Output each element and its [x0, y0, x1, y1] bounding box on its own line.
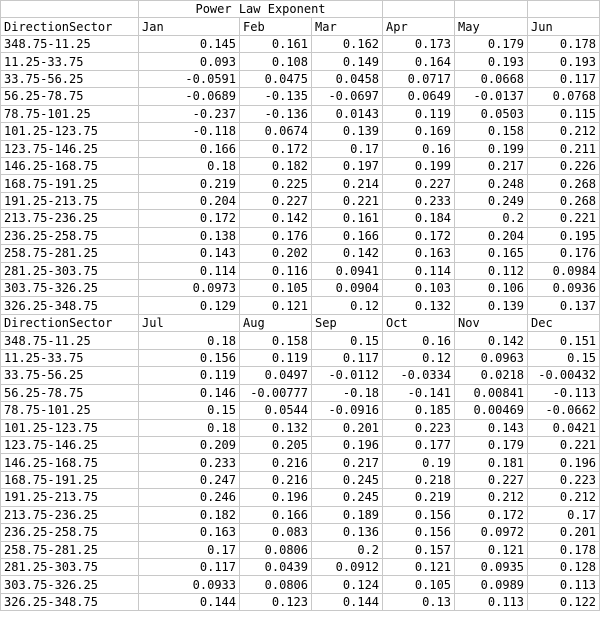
exponent-value-cell[interactable]: 0.214: [312, 175, 383, 192]
exponent-value-cell[interactable]: 0.158: [240, 332, 312, 349]
exponent-value-cell[interactable]: 0.121: [455, 541, 528, 558]
exponent-value-cell[interactable]: 0.0649: [383, 88, 455, 105]
exponent-value-cell[interactable]: 0.116: [240, 262, 312, 279]
exponent-value-cell[interactable]: 0.193: [455, 53, 528, 70]
exponent-value-cell[interactable]: 0.221: [528, 210, 600, 227]
direction-sector-cell[interactable]: 168.75-191.25: [1, 175, 139, 192]
table-row: [1, 70, 600, 87]
exponent-value-cell[interactable]: 0.216: [240, 454, 312, 471]
exponent-value-cell[interactable]: 0.161: [312, 210, 383, 227]
exponent-value-cell[interactable]: -0.135: [240, 88, 312, 105]
direction-sector-cell[interactable]: 348.75-11.25: [1, 332, 139, 349]
title-row: [1, 1, 600, 18]
exponent-value-cell[interactable]: 0.0475: [240, 70, 312, 87]
exponent-value-cell[interactable]: 0.139: [455, 297, 528, 314]
exponent-value-cell[interactable]: 0.122: [528, 593, 600, 610]
exponent-value-cell[interactable]: 0.166: [312, 227, 383, 244]
exponent-value-cell[interactable]: -0.0697: [312, 88, 383, 105]
table-row: [1, 436, 600, 453]
exponent-value-cell[interactable]: 0.172: [383, 227, 455, 244]
exponent-value-cell[interactable]: 0.219: [139, 175, 240, 192]
exponent-value-cell[interactable]: 0.212: [528, 489, 600, 506]
exponent-value-cell[interactable]: 0.219: [383, 489, 455, 506]
exponent-value-cell[interactable]: 0.142: [455, 332, 528, 349]
exponent-value-cell[interactable]: 0.132: [240, 419, 312, 436]
exponent-value-cell[interactable]: 0.13: [383, 593, 455, 610]
exponent-value-cell[interactable]: 0.093: [139, 53, 240, 70]
exponent-value-cell[interactable]: 0.113: [455, 593, 528, 610]
exponent-value-cell[interactable]: 0.227: [455, 471, 528, 488]
exponent-value-cell[interactable]: 0.0218: [455, 367, 528, 384]
exponent-value-cell[interactable]: 0.268: [528, 175, 600, 192]
exponent-value-cell[interactable]: 0.169: [383, 123, 455, 140]
table-row: [1, 349, 600, 366]
exponent-value-cell[interactable]: 0.144: [139, 593, 240, 610]
direction-sector-cell[interactable]: 326.25-348.75: [1, 297, 139, 314]
direction-sector-cell[interactable]: 236.25-258.75: [1, 227, 139, 244]
table-title[interactable]: Power Law Exponent: [139, 1, 383, 18]
direction-sector-cell[interactable]: 56.25-78.75: [1, 384, 139, 401]
exponent-value-cell[interactable]: 0.249: [455, 192, 528, 209]
month-header-cell[interactable]: Jul: [139, 314, 240, 331]
exponent-value-cell[interactable]: -0.00432: [528, 367, 600, 384]
direction-sector-cell[interactable]: 56.25-78.75: [1, 88, 139, 105]
exponent-value-cell[interactable]: 0.179: [455, 436, 528, 453]
exponent-value-cell[interactable]: 0.17: [312, 140, 383, 157]
exponent-value-cell[interactable]: 0.172: [240, 140, 312, 157]
month-header-cell[interactable]: Dec: [528, 314, 600, 331]
exponent-value-cell[interactable]: 0.132: [383, 297, 455, 314]
exponent-value-cell[interactable]: 0.117: [139, 559, 240, 576]
month-header-cell[interactable]: Oct: [383, 314, 455, 331]
direction-sector-cell[interactable]: 213.75-236.25: [1, 210, 139, 227]
title-blank-cell[interactable]: [455, 1, 528, 18]
exponent-value-cell[interactable]: 0.196: [312, 436, 383, 453]
direction-sector-cell[interactable]: 303.75-326.25: [1, 280, 139, 297]
direction-sector-cell[interactable]: 78.75-101.25: [1, 105, 139, 122]
table-row: [1, 367, 600, 384]
exponent-value-cell[interactable]: 0.16: [383, 332, 455, 349]
exponent-value-cell[interactable]: 0.119: [240, 349, 312, 366]
exponent-value-cell[interactable]: 0.202: [240, 245, 312, 262]
title-blank-cell[interactable]: [528, 1, 600, 18]
exponent-value-cell[interactable]: 0.205: [240, 436, 312, 453]
exponent-value-cell[interactable]: 0.2: [455, 210, 528, 227]
exponent-value-cell[interactable]: 0.163: [139, 524, 240, 541]
month-header-cell[interactable]: Mar: [312, 18, 383, 35]
table-row: [1, 105, 600, 122]
exponent-value-cell[interactable]: 0.185: [383, 402, 455, 419]
exponent-value-cell[interactable]: 0.172: [455, 506, 528, 523]
exponent-value-cell[interactable]: 0.0941: [312, 262, 383, 279]
exponent-value-cell[interactable]: 0.161: [240, 35, 312, 52]
exponent-value-cell[interactable]: 0.137: [528, 297, 600, 314]
month-header-row: [1, 18, 600, 35]
exponent-value-cell[interactable]: 0.209: [139, 436, 240, 453]
exponent-value-cell[interactable]: 0.156: [383, 524, 455, 541]
exponent-value-cell[interactable]: 0.212: [528, 123, 600, 140]
table-row: [1, 489, 600, 506]
month-header-cell[interactable]: May: [455, 18, 528, 35]
table-row: [1, 402, 600, 419]
direction-sector-cell[interactable]: 101.25-123.75: [1, 123, 139, 140]
exponent-value-cell[interactable]: 0.189: [312, 506, 383, 523]
exponent-value-cell[interactable]: 0.157: [383, 541, 455, 558]
exponent-value-cell[interactable]: 0.246: [139, 489, 240, 506]
exponent-value-cell[interactable]: 0.162: [312, 35, 383, 52]
exponent-value-cell[interactable]: 0.248: [455, 175, 528, 192]
direction-sector-cell[interactable]: 326.25-348.75: [1, 593, 139, 610]
exponent-value-cell[interactable]: 0.119: [139, 367, 240, 384]
direction-sector-cell[interactable]: 236.25-258.75: [1, 524, 139, 541]
table-row: [1, 53, 600, 70]
exponent-value-cell[interactable]: 0.117: [312, 349, 383, 366]
exponent-value-cell[interactable]: 0.112: [455, 262, 528, 279]
exponent-value-cell[interactable]: 0.12: [312, 297, 383, 314]
exponent-value-cell[interactable]: 0.119: [383, 105, 455, 122]
exponent-value-cell[interactable]: 0.105: [240, 280, 312, 297]
exponent-value-cell[interactable]: 0.227: [240, 192, 312, 209]
direction-sector-cell[interactable]: 11.25-33.75: [1, 53, 139, 70]
month-header-row: [1, 314, 600, 331]
exponent-value-cell[interactable]: 0.0973: [139, 280, 240, 297]
exponent-value-cell[interactable]: 0.151: [528, 332, 600, 349]
table-row: [1, 157, 600, 174]
direction-sector-cell[interactable]: 11.25-33.75: [1, 349, 139, 366]
exponent-value-cell[interactable]: 0.0143: [312, 105, 383, 122]
exponent-value-cell[interactable]: -0.0689: [139, 88, 240, 105]
table-body: [1, 1, 600, 611]
exponent-value-cell[interactable]: 0.149: [312, 53, 383, 70]
table-row: [1, 175, 600, 192]
table-row: [1, 576, 600, 593]
month-header-cell[interactable]: Aug: [240, 314, 312, 331]
exponent-value-cell[interactable]: 0.196: [528, 454, 600, 471]
exponent-value-cell[interactable]: 0.12: [383, 349, 455, 366]
exponent-value-cell[interactable]: 0.204: [139, 192, 240, 209]
direction-sector-cell[interactable]: 33.75-56.25: [1, 70, 139, 87]
exponent-value-cell[interactable]: 0.245: [312, 471, 383, 488]
exponent-value-cell[interactable]: 0.0984: [528, 262, 600, 279]
exponent-value-cell[interactable]: -0.0112: [312, 367, 383, 384]
exponent-value-cell[interactable]: 0.199: [383, 157, 455, 174]
exponent-value-cell[interactable]: -0.0591: [139, 70, 240, 87]
exponent-value-cell[interactable]: 0.218: [383, 471, 455, 488]
exponent-value-cell[interactable]: -0.0137: [455, 88, 528, 105]
exponent-value-cell[interactable]: 0.144: [312, 593, 383, 610]
exponent-value-cell[interactable]: 0.117: [528, 70, 600, 87]
exponent-value-cell[interactable]: 0.121: [240, 297, 312, 314]
exponent-value-cell[interactable]: 0.0963: [455, 349, 528, 366]
exponent-value-cell[interactable]: 0.19: [383, 454, 455, 471]
exponent-value-cell[interactable]: 0.143: [139, 245, 240, 262]
direction-sector-cell[interactable]: 123.75-146.25: [1, 140, 139, 157]
exponent-value-cell[interactable]: 0.156: [383, 506, 455, 523]
exponent-value-cell[interactable]: 0.083: [240, 524, 312, 541]
title-spacer-cell[interactable]: [1, 1, 139, 18]
exponent-value-cell[interactable]: 0.0421: [528, 419, 600, 436]
exponent-value-cell[interactable]: 0.138: [139, 227, 240, 244]
exponent-value-cell[interactable]: -0.0916: [312, 402, 383, 419]
exponent-value-cell[interactable]: 0.225: [240, 175, 312, 192]
exponent-value-cell[interactable]: 0.113: [528, 576, 600, 593]
table-row: [1, 593, 600, 610]
direction-sector-header[interactable]: DirectionSector: [1, 18, 139, 35]
exponent-value-cell[interactable]: 0.182: [139, 506, 240, 523]
exponent-value-cell[interactable]: 0.226: [528, 157, 600, 174]
exponent-value-cell[interactable]: 0.158: [455, 123, 528, 140]
direction-sector-cell[interactable]: 258.75-281.25: [1, 245, 139, 262]
exponent-value-cell[interactable]: 0.0936: [528, 280, 600, 297]
title-blank-cell[interactable]: [383, 1, 455, 18]
table-row: [1, 210, 600, 227]
direction-sector-cell[interactable]: 348.75-11.25: [1, 35, 139, 52]
exponent-value-cell[interactable]: 0.245: [312, 489, 383, 506]
exponent-value-cell[interactable]: 0.15: [528, 349, 600, 366]
exponent-value-cell[interactable]: -0.18: [312, 384, 383, 401]
exponent-value-cell[interactable]: 0.124: [312, 576, 383, 593]
table-row: [1, 541, 600, 558]
exponent-value-cell[interactable]: 0.233: [139, 454, 240, 471]
table-row: [1, 297, 600, 314]
table-row: [1, 192, 600, 209]
table-row: [1, 454, 600, 471]
direction-sector-cell[interactable]: 303.75-326.25: [1, 576, 139, 593]
exponent-value-cell[interactable]: -0.113: [528, 384, 600, 401]
table-row: [1, 245, 600, 262]
direction-sector-cell[interactable]: 213.75-236.25: [1, 506, 139, 523]
exponent-value-cell[interactable]: 0.217: [312, 454, 383, 471]
table-row: [1, 419, 600, 436]
exponent-value-cell[interactable]: 0.139: [312, 123, 383, 140]
exponent-value-cell[interactable]: 0.176: [240, 227, 312, 244]
exponent-value-cell[interactable]: 0.172: [139, 210, 240, 227]
direction-sector-cell[interactable]: 78.75-101.25: [1, 402, 139, 419]
exponent-value-cell[interactable]: 0.166: [240, 506, 312, 523]
exponent-value-cell[interactable]: 0.247: [139, 471, 240, 488]
exponent-value-cell[interactable]: 0.227: [383, 175, 455, 192]
table-row: [1, 332, 600, 349]
exponent-value-cell[interactable]: 0.17: [528, 506, 600, 523]
exponent-value-cell[interactable]: 0.268: [528, 192, 600, 209]
table-row: [1, 262, 600, 279]
month-header-cell[interactable]: Apr: [383, 18, 455, 35]
direction-sector-cell[interactable]: 123.75-146.25: [1, 436, 139, 453]
exponent-value-cell[interactable]: 0.18: [139, 419, 240, 436]
table-row: [1, 88, 600, 105]
table-row: [1, 140, 600, 157]
exponent-value-cell[interactable]: 0.173: [383, 35, 455, 52]
exponent-value-cell[interactable]: 0.196: [240, 489, 312, 506]
exponent-value-cell[interactable]: 0.0668: [455, 70, 528, 87]
exponent-value-cell[interactable]: 0.178: [528, 541, 600, 558]
exponent-value-cell[interactable]: 0.233: [383, 192, 455, 209]
table-row: [1, 506, 600, 523]
exponent-value-cell[interactable]: 0.181: [455, 454, 528, 471]
exponent-value-cell[interactable]: -0.118: [139, 123, 240, 140]
exponent-value-cell[interactable]: -0.237: [139, 105, 240, 122]
exponent-value-cell[interactable]: 0.195: [528, 227, 600, 244]
exponent-value-cell[interactable]: -0.0662: [528, 402, 600, 419]
exponent-value-cell[interactable]: 0.199: [455, 140, 528, 157]
exponent-value-cell[interactable]: 0.223: [383, 419, 455, 436]
exponent-value-cell[interactable]: 0.128: [528, 559, 600, 576]
table-row: [1, 123, 600, 140]
direction-sector-cell[interactable]: 281.25-303.75: [1, 559, 139, 576]
direction-sector-cell[interactable]: 258.75-281.25: [1, 541, 139, 558]
exponent-value-cell[interactable]: 0.0768: [528, 88, 600, 105]
exponent-value-cell[interactable]: 0.18: [139, 332, 240, 349]
exponent-value-cell[interactable]: 0.114: [139, 262, 240, 279]
exponent-value-cell[interactable]: 0.142: [312, 245, 383, 262]
exponent-value-cell[interactable]: 0.0439: [240, 559, 312, 576]
month-header-cell[interactable]: Nov: [455, 314, 528, 331]
exponent-value-cell[interactable]: 0.0503: [455, 105, 528, 122]
exponent-value-cell[interactable]: 0.0935: [455, 559, 528, 576]
direction-sector-cell[interactable]: 146.25-168.75: [1, 454, 139, 471]
exponent-value-cell[interactable]: 0.221: [312, 192, 383, 209]
exponent-value-cell[interactable]: 0.221: [528, 436, 600, 453]
direction-sector-cell[interactable]: 146.25-168.75: [1, 157, 139, 174]
exponent-value-cell[interactable]: 0.0806: [240, 541, 312, 558]
exponent-value-cell[interactable]: 0.201: [528, 524, 600, 541]
exponent-value-cell[interactable]: 0.136: [312, 524, 383, 541]
table-row: [1, 35, 600, 52]
direction-sector-cell[interactable]: 168.75-191.25: [1, 471, 139, 488]
exponent-value-cell[interactable]: 0.176: [528, 245, 600, 262]
exponent-value-cell[interactable]: 0.184: [383, 210, 455, 227]
exponent-value-cell[interactable]: 0.108: [240, 53, 312, 70]
exponent-value-cell[interactable]: 0.103: [383, 280, 455, 297]
exponent-value-cell[interactable]: 0.163: [383, 245, 455, 262]
exponent-value-cell[interactable]: 0.145: [139, 35, 240, 52]
exponent-value-cell[interactable]: 0.123: [240, 593, 312, 610]
exponent-value-cell[interactable]: -0.141: [383, 384, 455, 401]
exponent-value-cell[interactable]: 0.204: [455, 227, 528, 244]
table-row: [1, 280, 600, 297]
month-header-cell[interactable]: Feb: [240, 18, 312, 35]
exponent-value-cell[interactable]: 0.0806: [240, 576, 312, 593]
exponent-value-cell[interactable]: 0.193: [528, 53, 600, 70]
exponent-value-cell[interactable]: 0.0674: [240, 123, 312, 140]
table-row: [1, 384, 600, 401]
month-header-cell[interactable]: Sep: [312, 314, 383, 331]
exponent-value-cell[interactable]: 0.164: [383, 53, 455, 70]
exponent-value-cell[interactable]: 0.00841: [455, 384, 528, 401]
direction-sector-cell[interactable]: 191.25-213.75: [1, 192, 139, 209]
month-header-cell[interactable]: Jun: [528, 18, 600, 35]
exponent-value-cell[interactable]: 0.0458: [312, 70, 383, 87]
exponent-value-cell[interactable]: 0.197: [312, 157, 383, 174]
exponent-value-cell[interactable]: 0.0497: [240, 367, 312, 384]
exponent-value-cell[interactable]: 0.18: [139, 157, 240, 174]
table-row: [1, 524, 600, 541]
exponent-value-cell[interactable]: 0.0933: [139, 576, 240, 593]
table-row: [1, 227, 600, 244]
exponent-value-cell[interactable]: 0.17: [139, 541, 240, 558]
direction-sector-cell[interactable]: 191.25-213.75: [1, 489, 139, 506]
exponent-value-cell[interactable]: 0.2: [312, 541, 383, 558]
exponent-value-cell[interactable]: 0.216: [240, 471, 312, 488]
exponent-value-cell[interactable]: 0.182: [240, 157, 312, 174]
exponent-value-cell[interactable]: 0.129: [139, 297, 240, 314]
direction-sector-cell[interactable]: 33.75-56.25: [1, 367, 139, 384]
exponent-value-cell[interactable]: 0.211: [528, 140, 600, 157]
exponent-value-cell[interactable]: 0.212: [455, 489, 528, 506]
exponent-value-cell[interactable]: 0.223: [528, 471, 600, 488]
table-row: [1, 471, 600, 488]
exponent-value-cell[interactable]: 0.00469: [455, 402, 528, 419]
exponent-value-cell[interactable]: 0.0972: [455, 524, 528, 541]
exponent-value-cell[interactable]: 0.156: [139, 349, 240, 366]
exponent-value-cell[interactable]: 0.0989: [455, 576, 528, 593]
direction-sector-cell[interactable]: 101.25-123.75: [1, 419, 139, 436]
exponent-value-cell[interactable]: 0.0904: [312, 280, 383, 297]
exponent-value-cell[interactable]: 0.179: [455, 35, 528, 52]
exponent-value-cell[interactable]: 0.114: [383, 262, 455, 279]
exponent-value-cell[interactable]: -0.00777: [240, 384, 312, 401]
month-header-cell[interactable]: Jan: [139, 18, 240, 35]
exponent-value-cell[interactable]: -0.0334: [383, 367, 455, 384]
exponent-value-cell[interactable]: 0.165: [455, 245, 528, 262]
exponent-value-cell[interactable]: 0.143: [455, 419, 528, 436]
direction-sector-cell[interactable]: 281.25-303.75: [1, 262, 139, 279]
exponent-value-cell[interactable]: 0.121: [383, 559, 455, 576]
exponent-value-cell[interactable]: 0.16: [383, 140, 455, 157]
exponent-value-cell[interactable]: 0.106: [455, 280, 528, 297]
exponent-value-cell[interactable]: 0.177: [383, 436, 455, 453]
exponent-value-cell[interactable]: 0.0912: [312, 559, 383, 576]
exponent-value-cell[interactable]: 0.0544: [240, 402, 312, 419]
exponent-value-cell[interactable]: 0.146: [139, 384, 240, 401]
exponent-value-cell[interactable]: 0.178: [528, 35, 600, 52]
exponent-value-cell[interactable]: 0.166: [139, 140, 240, 157]
direction-sector-header[interactable]: DirectionSector: [1, 314, 139, 331]
exponent-value-cell[interactable]: 0.201: [312, 419, 383, 436]
exponent-value-cell[interactable]: 0.105: [383, 576, 455, 593]
exponent-value-cell[interactable]: 0.217: [455, 157, 528, 174]
exponent-value-cell[interactable]: 0.0717: [383, 70, 455, 87]
exponent-value-cell[interactable]: 0.15: [139, 402, 240, 419]
exponent-value-cell[interactable]: 0.142: [240, 210, 312, 227]
exponent-value-cell[interactable]: 0.15: [312, 332, 383, 349]
exponent-value-cell[interactable]: 0.115: [528, 105, 600, 122]
exponent-value-cell[interactable]: -0.136: [240, 105, 312, 122]
table-row: [1, 559, 600, 576]
